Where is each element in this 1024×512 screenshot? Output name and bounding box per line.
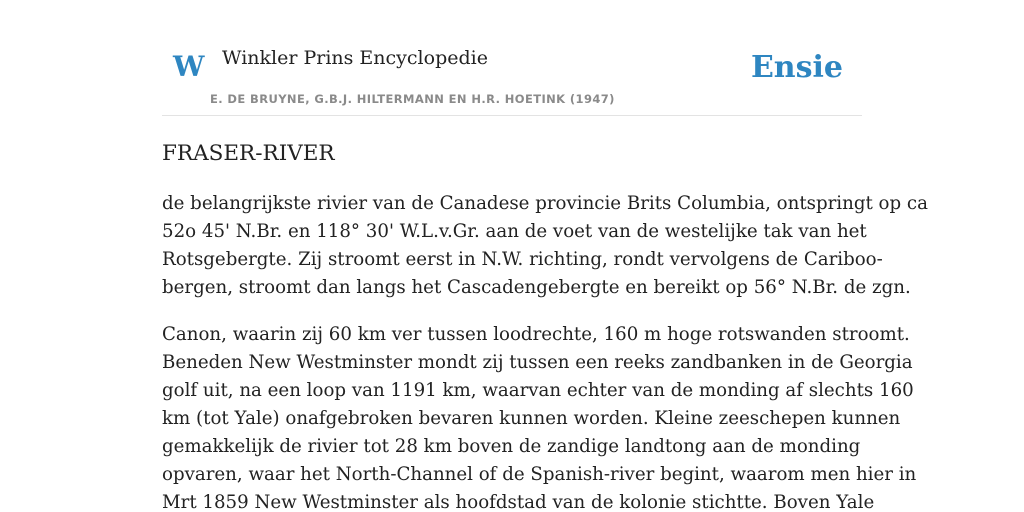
- paragraph-line: Mrt 1859 New Westminster als hoofdstad van de kolonie stichtte. Boven Yale: [162, 492, 875, 512]
- paragraph-line: opvaren, waar het North-Channel of de Spanish-river begint, waarom men hier in: [162, 464, 917, 485]
- paragraph-line: km (tot Yale) onafgebroken bevaren kunnen worden. Kleine zeeschepen kunnen: [162, 408, 901, 429]
- site-title[interactable]: Winkler Prins Encyclopedie: [222, 47, 488, 69]
- paragraph-line: bergen, stroomt dan langs het Cascadengebergte en bereikt op 56° N.Br. de zgn.: [162, 277, 911, 298]
- article-paragraph: [162, 190, 928, 302]
- article-paragraph: [162, 321, 917, 512]
- paragraph-line: gemakkelijk de rivier tot 28 km boven de zandige landtong aan de monding: [162, 436, 861, 457]
- site-logo[interactable]: W: [173, 50, 205, 83]
- article: [162, 138, 928, 512]
- paragraph-line: golf uit, na een loop van 1191 km, waarvan echter van de monding af slechts 160: [162, 380, 914, 401]
- paragraph-line: Rotsgebergte. Zij stroomt eerst in N.W. richting, rondt vervolgens de Cariboo-: [162, 249, 883, 270]
- site-subtitle: E. DE BRUYNE, G.B.J. HILTERMANN EN H.R. HOETINK (1947): [210, 92, 615, 106]
- brand-logo[interactable]: Ensie: [750, 50, 843, 85]
- article-title: FRASER-RIVER: [162, 141, 335, 166]
- site-header: [162, 40, 862, 116]
- paragraph-line: Canon, waarin zij 60 km ver tussen loodrechte, 160 m hoge rotswanden stroomt.: [162, 324, 910, 345]
- paragraph-line: 52o 45' N.Br. en 118° 30' W.L.v.Gr. aan de voet van de westelijke tak van het: [162, 221, 867, 242]
- paragraph-line: de belangrijkste rivier van de Canadese provincie Brits Columbia, ontspringt op ca: [162, 193, 928, 214]
- paragraph-line: Beneden New Westminster mondt zij tussen een reeks zandbanken in de Georgia: [162, 352, 913, 373]
